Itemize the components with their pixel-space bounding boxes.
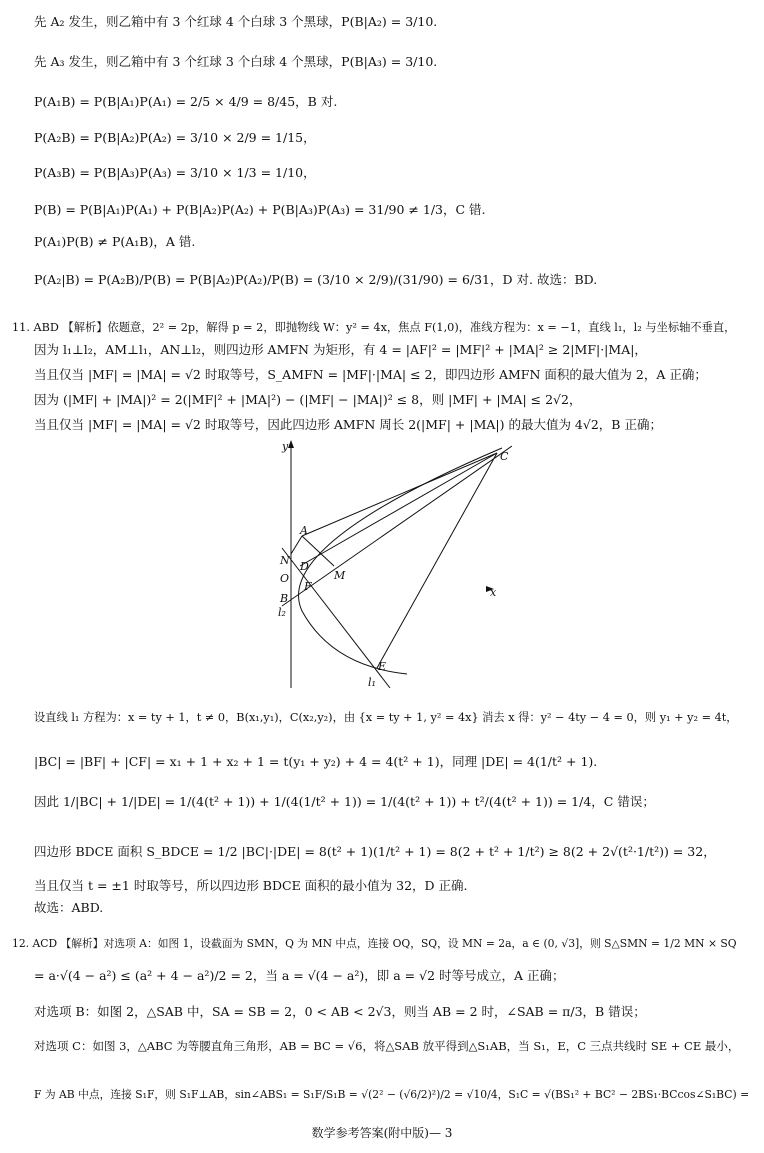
- text-line-10: 因为 l₁⊥l₂，AM⊥l₁，AN⊥l₂，则四边形 AMFN 为矩形，有 4 = |AF|² = |MF|² + |MA|² ≥ 2|MF|·|MA|，: [34, 342, 647, 357]
- text-line-16: 因此 1/|BC| + 1/|DE| = 1/(4(t² + 1)) + 1/(4(1/t² + 1)) = 1/(4(t² + 1)) + t²/(4(t² + 1)) = 1/4，C 错误；: [34, 794, 655, 809]
- label-l2: l₂: [278, 606, 286, 619]
- label-n: N: [280, 554, 290, 567]
- text-line-19: 故选：ABD.: [34, 900, 104, 915]
- text-line-13: 当且仅当 |MF| = |MA| = √2 时取等号，因此四边形 AMFN 周长 2(|MF| + |MA|) 的最大值为 4√2，B 正确；: [34, 417, 662, 432]
- problem-11-header: 11. ABD 【解析】依题意，2² = 2p，解得 p = 2，即抛物线 W：y² = 4x，焦点 F(1,0)，准线方程为：x = −1，直线 l₁，l₂ 与坐标轴不垂直，: [12, 321, 736, 334]
- line-l1: [282, 446, 512, 606]
- text-line-12: 因为 (|MF| + |MA|)² = 2(|MF|² + |MA|²) − (|MF| − |MA|)² ≤ 8，则 |MF| + |MA| ≤ 2√2，: [34, 392, 582, 407]
- text-line-15: |BC| = |BF| + |CF| = x₁ + 1 + x₂ + 1 = t(y₁ + y₂) + 4 = 4(t² + 1)，同理 |DE| = 4(1/t² + 1).: [34, 754, 598, 769]
- text-line-8: P(A₂|B) = P(A₂B)/P(B) = P(B|A₂)P(A₂)/P(B) = (3/10 × 2/9)/(31/90) = 6/31，D 对. 故选：BD.: [34, 272, 598, 287]
- label-x: x: [490, 586, 497, 599]
- text-line-18: 当且仅当 t = ±1 时取等号，所以四边形 BDCE 面积的最小值为 32，D 正确.: [34, 878, 468, 893]
- problem-12-header: 12. ACD 【解析】对选项 A：如图 1，设截面为 SMN，Q 为 MN 中点，连接 OQ，SQ，设 MN = 2a，a ∈ (0, √3]，则 S△SMN = 1/2 MN × SQ: [12, 937, 737, 950]
- segment-ac: [302, 453, 497, 536]
- text-line-2: 先 A₃ 发生，则乙箱中有 3 个红球 3 个白球 4 个黑球，P(B|A₃) = 3/10.: [34, 54, 438, 69]
- label-d: D: [300, 560, 309, 573]
- label-b: B: [280, 592, 289, 605]
- text-line-21: = a·√(4 − a²) ≤ (a² + 4 − a²)/2 = 2，当 a = √(4 − a²)，即 a = √2 时等号成立，A 正确；: [34, 968, 565, 983]
- text-line-5: P(A₃B) = P(B|A₃)P(A₃) = 3/10 × 1/3 = 1/10，: [34, 165, 316, 180]
- label-m: M: [334, 569, 346, 582]
- text-line-23: 对选项 C：如图 3，△ABC 为等腰直角三角形，AB = BC = √6，将△SAB 放平得到△S₁AB，当 S₁，E，C 三点共线时 SE + CE 最小，: [34, 1039, 740, 1053]
- label-l1: l₁: [368, 676, 376, 689]
- label-a: A: [300, 524, 308, 537]
- text-line-17: 四边形 BDCE 面积 S_BDCE = 1/2 |BC|·|DE| = 8(t² + 1)(1/t² + 1) = 8(2 + t² + 1/t²) ≥ 8(2 + 2√(t²·1/t²)) = 32，: [34, 844, 716, 859]
- label-c: C: [500, 450, 509, 463]
- page-footer: 数学参考答案(附中版)— 3: [311, 1126, 453, 1140]
- text-line-6: P(B) = P(B|A₁)P(A₁) + P(B|A₂)P(A₂) + P(B|A₃)P(A₃) = 31/90 ≠ 1/3，C 错.: [34, 202, 486, 217]
- text-line-24: F 为 AB 中点，连接 S₁F，则 S₁F⊥AB，sin∠ABS₁ = S₁F/S₁B = √(2² − (√6/2)²)/2 = √10/4，S₁C = √(BS₁² + BC² − 2BS₁·BCcos∠S₁BC) =: [34, 1088, 750, 1101]
- segment-dc: [300, 453, 497, 566]
- segment-an: [291, 536, 302, 554]
- label-f: F: [304, 580, 312, 593]
- text-line-4: P(A₂B) = P(B|A₂)P(A₂) = 3/10 × 2/9 = 1/15，: [34, 130, 316, 145]
- y-axis-arrow: [288, 440, 294, 448]
- segment-ce: [377, 453, 497, 668]
- text-line-7: P(A₁)P(B) ≠ P(A₁B)，A 错.: [34, 234, 196, 249]
- text-line-3: P(A₁B) = P(B|A₁)P(A₁) = 2/5 × 4/9 = 8/45，B 对.: [34, 94, 338, 109]
- text-line-22: 对选项 B：如图 2，△SAB 中，SA = SB = 2，0 < AB < 2√3，则当 AB = 2 时，∠SAB = π/3，B 错误；: [34, 1004, 646, 1019]
- label-e: E: [378, 660, 387, 673]
- label-y: y: [282, 440, 289, 453]
- text-line-1: 先 A₂ 发生，则乙箱中有 3 个红球 4 个白球 3 个黑球，P(B|A₂) = 3/10.: [34, 14, 438, 29]
- text-line-11: 当且仅当 |MF| = |MA| = √2 时取等号，S_AMFN = |MF|·|MA| ≤ 2，即四边形 AMFN 面积的最大值为 2，A 正确；: [34, 367, 707, 382]
- text-line-14: 设直线 l₁ 方程为：x = ty + 1，t ≠ 0，B(x₁,y₁)，C(x₂,y₂)，由 {x = ty + 1, y² = 4x} 消去 x 得：y² − 4ty − 4 = 0，则 y₁ + y₂ = 4t，: [34, 711, 738, 724]
- label-o: O: [280, 572, 290, 585]
- parabola-figure: [262, 436, 512, 691]
